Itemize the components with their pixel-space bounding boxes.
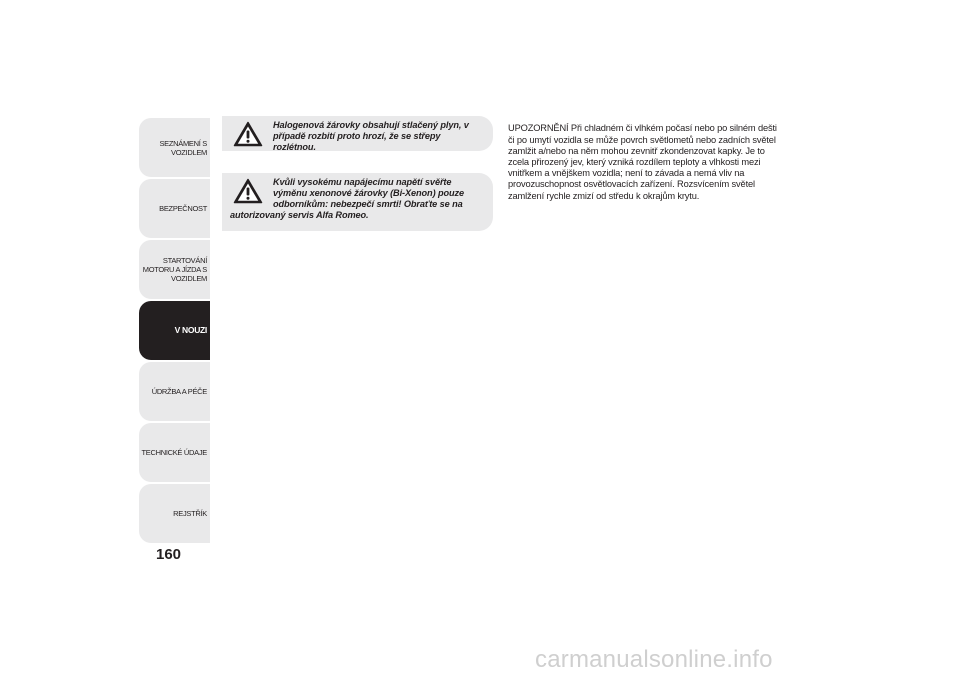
tab-v-nouzi[interactable] — [139, 301, 210, 360]
watermark-text: carmanualsonline.info — [535, 646, 773, 673]
tab-label: REJSTŘÍK — [173, 509, 207, 518]
tab-label: BEZPEČNOST — [159, 204, 207, 213]
chapter-tab-index — [139, 118, 210, 545]
tab-seznameni-s-vozidlem[interactable] — [139, 118, 210, 177]
warning-box — [222, 173, 493, 231]
warning-text: Kvůli vysokému napájecímu napětí svěřte výměnu xenonové žárovky (Bi-Xenon) pouze odborníkům: nebezpečí smrti! Obraťte se na autorizovaný servis Alfa Romeo. — [230, 177, 465, 220]
tab-rejstrik[interactable] — [139, 484, 210, 543]
warning-text: Halogenová žárovky obsahují stlačený plyn, v případě rozbití proto hrozí, že se střepy rozlétnou. — [273, 120, 469, 152]
tab-udrzba-a-pece[interactable] — [139, 362, 210, 421]
tab-label: TECHNICKÉ ÚDAJE — [141, 448, 207, 457]
warning-triangle-icon — [233, 121, 263, 147]
warning-triangle-icon — [233, 178, 263, 204]
tab-label: SEZNÁMENÍ S VOZIDLEM — [159, 138, 207, 157]
tab-technicke-udaje[interactable] — [139, 423, 210, 482]
tab-label: STARTOVÁNÍ MOTORU A JÍZDA S VOZIDLEM — [142, 256, 207, 283]
tab-bezpecnost[interactable] — [139, 179, 210, 238]
page-number: 160 — [156, 546, 182, 563]
warning-box — [222, 116, 493, 151]
watermark — [535, 646, 955, 676]
tab-label: V NOUZI — [174, 325, 207, 335]
notice-paragraph: UPOZORNĚNÍ Při chladném či vlhkém počasí nebo po silném dešti či po umytí vozidla se může povrch světlometů nebo zadních světel zamlžit a/nebo na něm mohou zevnitř zkondenzovat kapky. Je to zcela přirozený jev, který vzniká rozdílem teploty a vlhkosti mezi vnitřkem a vnějškem vozidla; není to závada a nemá vliv na provozuschopnost osvětlovacích zařízení. Rozsvícením světel zamlžení rychle zmizí od středu k okrajům krytu. — [508, 123, 777, 201]
tab-label: ÚDRŽBA A PÉČE — [151, 387, 207, 396]
tab-startovani-motoru[interactable] — [139, 240, 210, 299]
